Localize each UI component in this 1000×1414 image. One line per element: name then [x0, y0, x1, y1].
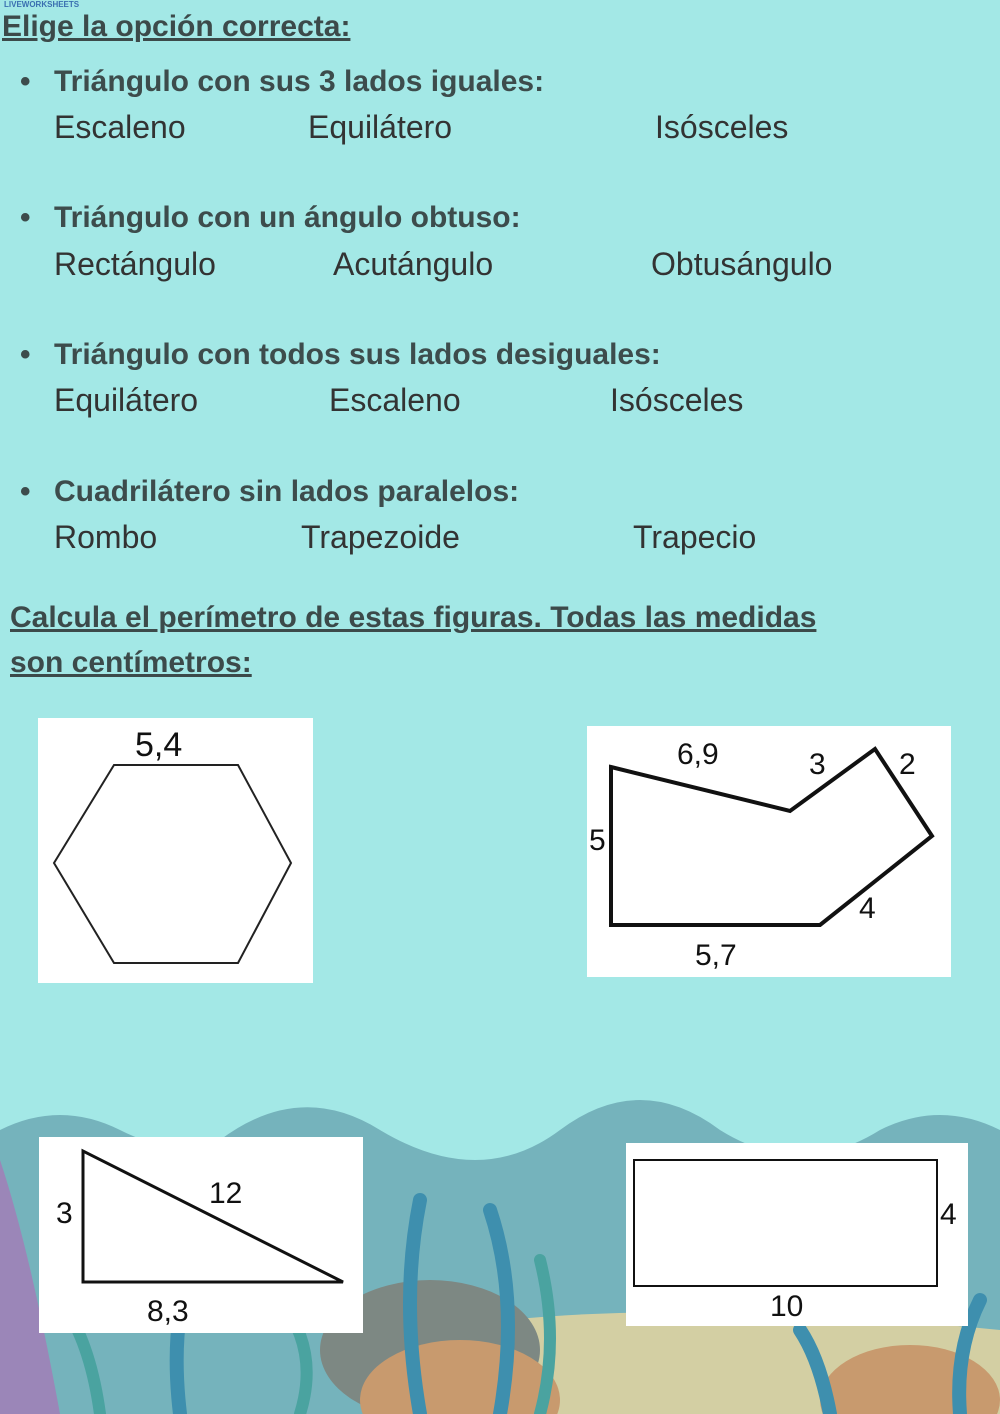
rectangle-label: 10 — [770, 1290, 804, 1323]
triangle-figure — [39, 1137, 363, 1333]
question-3: • Triángulo con todos sus lados desiguales: — [54, 337, 661, 373]
rectangle-figure — [626, 1143, 968, 1326]
polygon-label: 6,9 — [677, 738, 719, 771]
question-4: • Cuadrilátero sin lados paralelos: — [54, 474, 519, 510]
polygon-shape — [587, 726, 951, 977]
triangle-label: 12 — [209, 1177, 243, 1210]
polygon-label: 4 — [859, 892, 876, 925]
section-title-perimeter-1: Calcula el perímetro de estas figuras. Todas las medidas — [10, 601, 817, 634]
option-2-2[interactable]: Acutángulo — [333, 246, 494, 282]
question-2: • Triángulo con un ángulo obtuso: — [54, 200, 521, 236]
section-title-choose: Elige la opción correcta: — [2, 10, 351, 43]
triangle-shape — [39, 1137, 363, 1333]
polygon-label: 5 — [589, 824, 606, 857]
option-1-3[interactable]: Isósceles — [655, 109, 789, 145]
hexagon-side-label: 5,4 — [135, 726, 183, 764]
option-1-2[interactable]: Equilátero — [308, 109, 453, 145]
rectangle-label: 4 — [940, 1198, 957, 1231]
hexagon-figure — [38, 718, 313, 983]
section-title-perimeter-2: son centímetros: — [10, 646, 252, 679]
option-3-3[interactable]: Isósceles — [610, 382, 744, 418]
triangle-label: 3 — [56, 1197, 73, 1230]
option-3-1[interactable]: Equilátero — [54, 382, 199, 418]
option-4-3[interactable]: Trapecio — [633, 519, 757, 555]
polygon-label: 5,7 — [695, 939, 737, 972]
watermark: LIVEWORKSHEETS — [4, 0, 80, 9]
option-2-3[interactable]: Obtusángulo — [651, 246, 833, 282]
option-3-2[interactable]: Escaleno — [329, 382, 461, 418]
polygon-label: 3 — [809, 748, 826, 781]
rectangle-shape — [633, 1159, 938, 1287]
option-4-2[interactable]: Trapezoide — [301, 519, 460, 555]
polygon-figure — [587, 726, 951, 977]
polygon-label: 2 — [899, 748, 916, 781]
question-1: • Triángulo con sus 3 lados iguales: — [54, 64, 544, 100]
option-2-1[interactable]: Rectángulo — [54, 246, 216, 282]
option-4-1[interactable]: Rombo — [54, 519, 158, 555]
triangle-label: 8,3 — [147, 1295, 189, 1328]
option-1-1[interactable]: Escaleno — [54, 109, 186, 145]
